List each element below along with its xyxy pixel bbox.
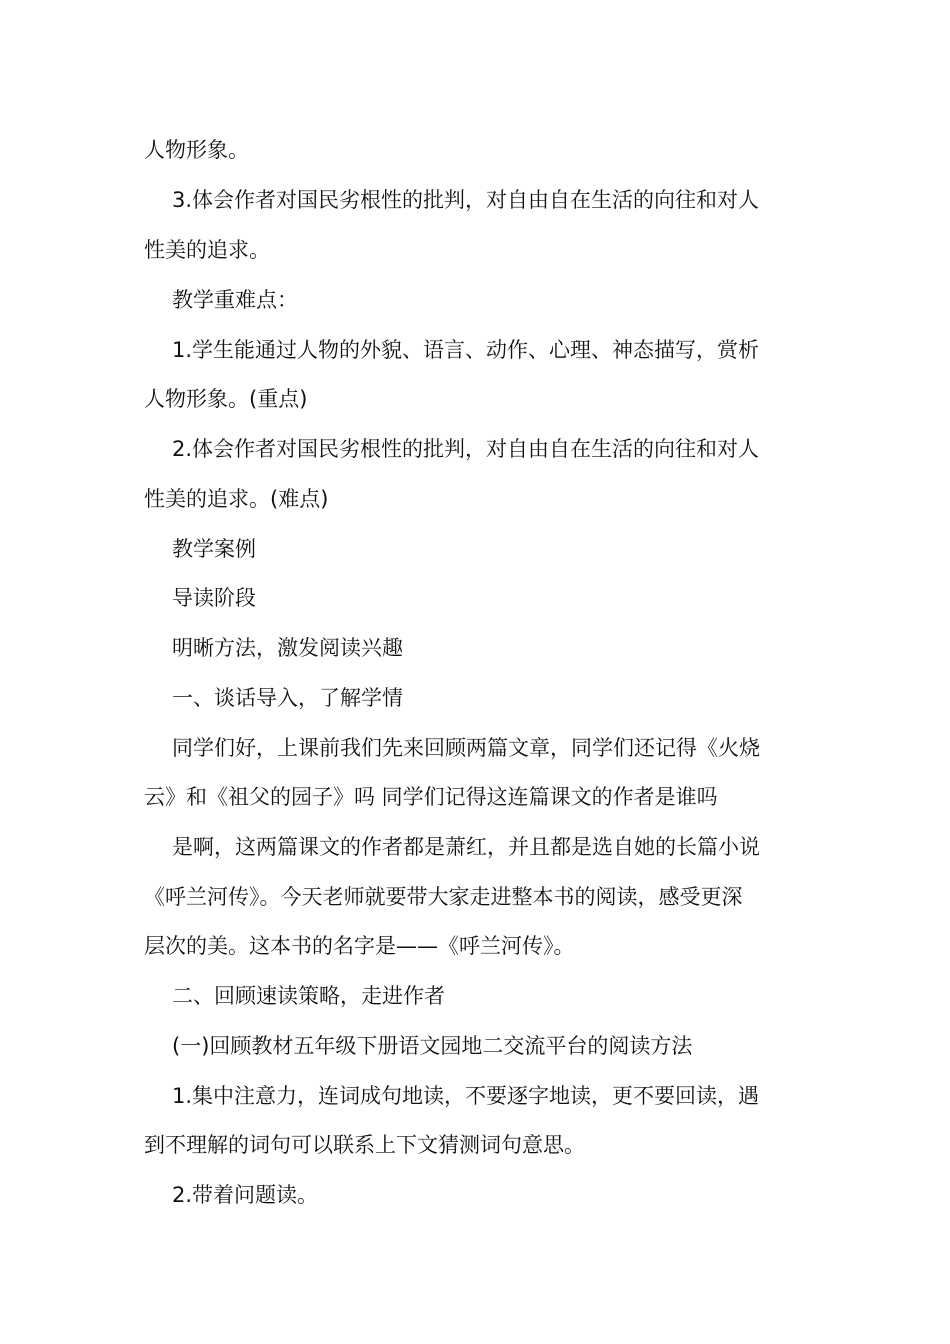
text-line: 层次的美。这本书的名字是——《呼兰河传》。 — [144, 934, 575, 958]
section-heading: (一)回顾教材五年级下册语文园地二交流平台的阅读方法 — [172, 1034, 693, 1058]
section-heading: 导读阶段 — [172, 586, 256, 610]
text-line: 同学们好，上课前我们先来回顾两篇文章，同学们还记得《火烧 — [172, 736, 760, 760]
text-line: 2.体会作者对国民劣根性的批判，对自由自在生活的向往和对人 — [172, 437, 760, 461]
section-heading: 明晰方法，激发阅读兴趣 — [172, 636, 403, 660]
section-heading: 一、谈话导入，了解学情 — [172, 686, 403, 710]
text-line: 《呼兰河传》。今天老师就要带大家走进整本书的阅读，感受更深 — [144, 885, 743, 909]
text-line: 1.学生能通过人物的外貌、语言、动作、心理、神态描写，赏析 — [172, 338, 760, 362]
section-heading: 二、回顾速读策略，走进作者 — [172, 984, 445, 1008]
text-line: 2.带着问题读。 — [172, 1183, 319, 1207]
text-line: 人物形象。 — [144, 138, 249, 162]
text-line: 3.体会作者对国民劣根性的批判，对自由自在生活的向往和对人 — [172, 188, 760, 212]
text-line: 性美的追求。(难点) — [144, 487, 329, 511]
text-line: 性美的追求。 — [144, 238, 270, 262]
text-line: 1.集中注意力，连词成句地读，不要逐字地读，更不要回读，遇 — [172, 1084, 760, 1108]
text-line: 人物形象。(重点) — [144, 387, 308, 411]
section-heading: 教学案例 — [172, 537, 256, 561]
section-heading: 教学重难点： — [172, 288, 298, 312]
text-line: 是啊，这两篇课文的作者都是萧红，并且都是选自她的长篇小说 — [172, 835, 760, 859]
text-line: 到不理解的词句可以联系上下文猜测词句意思。 — [144, 1133, 585, 1157]
text-line: 云》和《祖父的园子》吗 同学们记得这连篇课文的作者是谁吗 — [144, 785, 718, 809]
